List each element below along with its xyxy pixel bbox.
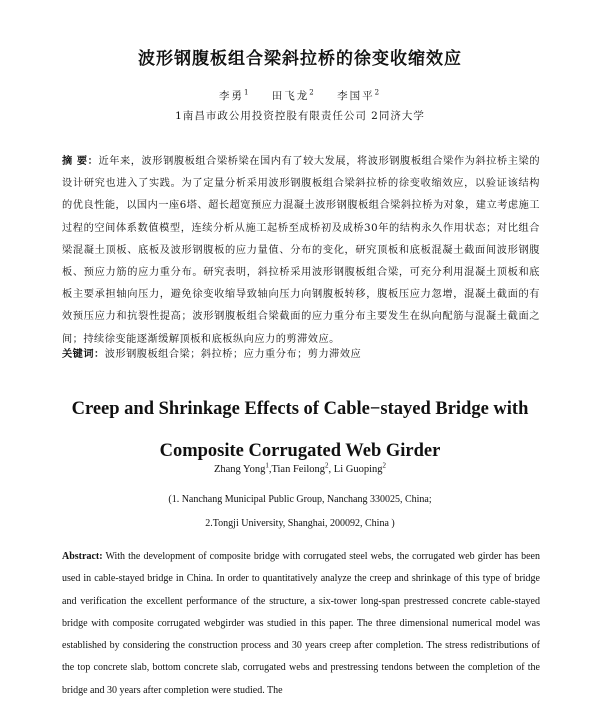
english-affiliation-line: 2.Tongji University, Shanghai, 200092, China ) [205, 518, 395, 529]
author-separator: , [328, 464, 334, 475]
english-title [0, 388, 600, 472]
english-title-line: Creep and Shrinkage Effects of Cable−stayed Bridge with [71, 399, 529, 419]
english-affiliation-line: (1. Nanchang Municipal Public Group, Nanchang 330025, China; [168, 494, 432, 505]
chinese-abstract-label: 摘 要： [62, 155, 99, 167]
author-affiliation-mark: 1 [243, 88, 251, 97]
chinese-keywords-label: 关键词： [62, 348, 105, 360]
author-affiliation-mark: 2 [382, 461, 387, 470]
english-affiliation [0, 488, 600, 536]
author-affiliation-mark: 2 [374, 88, 382, 97]
chinese-affiliation: 1南昌市政公用投资控股有限责任公司 2同济大学 [175, 110, 425, 122]
english-abstract-label: Abstract: [62, 551, 103, 562]
author-separator: , [268, 464, 272, 475]
chinese-title: 波形钢腹板组合梁斜拉桥的徐变收缩效应 [138, 49, 462, 69]
author-name: Tian Feilong [271, 464, 326, 475]
author-affiliation-mark: 1 [265, 461, 269, 470]
english-title-line: Composite Corrugated Web Girder [159, 441, 441, 461]
chinese-abstract-text: 近年来，波形钢腹板组合梁桥梁在国内有了较大发展，将波形钢腹板组合梁作为斜拉桥主梁的设计研究也进入了实践。为了定量分析采用波形钢腹板组合梁斜拉桥的徐变收缩效应，以验证该结构的优良性能，以国内一座6塔、超长超宽预应力混凝土波形钢腹板组合梁斜拉桥为对象，建立考虑施工过程的空间体系数值模型，连续分析从施工起桥至成桥初及成桥30年的结构永久作用状态；对比组合梁混凝土顶板、底板及波形钢腹板的应力量值、分布的变化，研究顶板和底板混凝土截面间波形钢腹板、预应力筋的应力重分布。研究表明，斜拉桥采用波形钢腹板组合梁，可充分利用混凝土顶板和底板主要承担轴向压力，避免徐变收缩导致轴向压力向钢腹板转移，腹板压应力忽增，混凝土截面的有效预压应力和抗裂性提高；波形钢腹板组合梁截面的应力重分布主要发生在纵向配筋与混凝土截面之间；持续徐变能逐渐缓解顶板和底板纵向应力的剪滞效应。 [62, 156, 541, 345]
chinese-authors [0, 88, 600, 103]
author-name: 李国平 [337, 90, 375, 102]
author-affiliation-mark: 2 [309, 88, 316, 97]
english-authors [0, 461, 600, 475]
chinese-keywords-text: 波形钢腹板组合梁；斜拉桥；应力重分布；剪力滞效应 [104, 349, 362, 360]
author-name: 田飞龙 [271, 90, 310, 102]
author-affiliation-mark: 2 [325, 461, 329, 470]
author-name: Zhang Yong [213, 464, 266, 475]
english-abstract [62, 546, 540, 702]
author-name: 李勇 [218, 90, 244, 102]
chinese-abstract [62, 150, 540, 351]
author-name: Li Guoping [333, 464, 383, 475]
english-abstract-text: With the development of composite bridge with corrugated steel webs, the corrugated web girder has been used in cable-stayed bridge in China. In order to quantitatively analyze the creep and shrinkage of this type of bridge and verification the excellent performance of the structure, a six-tower long-span prestressed concrete cable-stayed bridge with composite corrugated webgirder was studied in this paper. The three dimensional numerical model was established by considering the construction process and 30 years creep after completion. The stress redistributions of the top concrete slab, bottom concrete slab, corrugated webs and prestressing tendons between the completion of the bridge and 30 years after completion were studied. The [62, 551, 540, 696]
chinese-keywords [62, 345, 540, 360]
